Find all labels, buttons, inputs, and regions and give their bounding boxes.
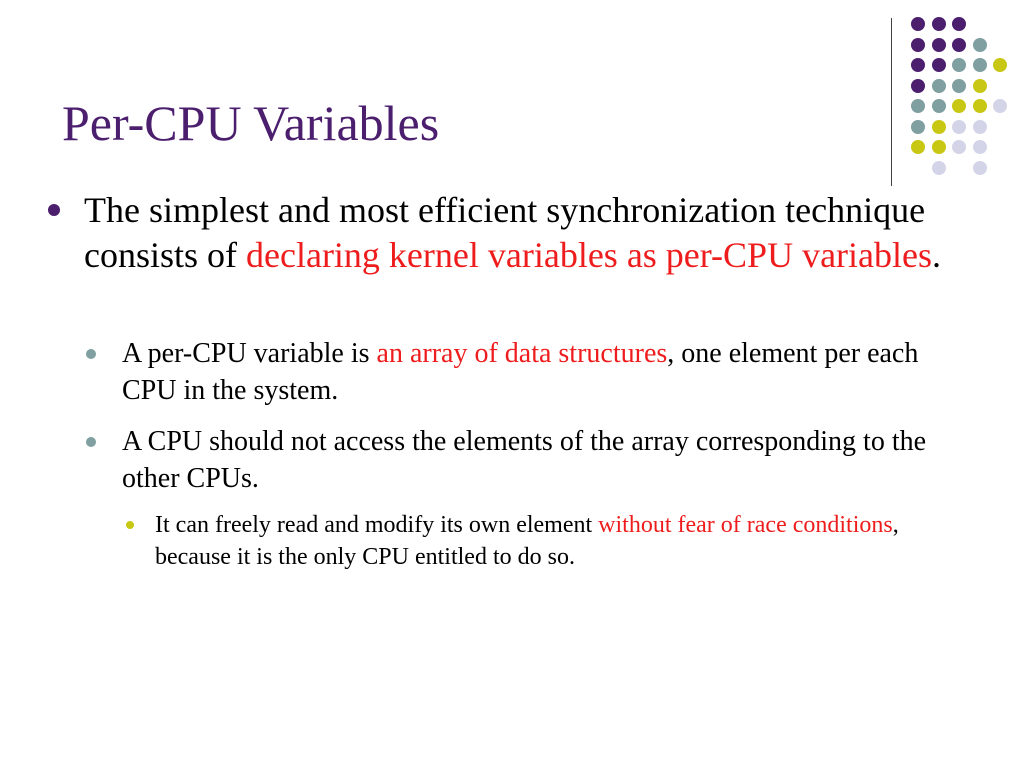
decorative-dot: [993, 58, 1007, 72]
bullet-dot-icon: [48, 204, 60, 216]
decorative-dot: [973, 99, 987, 113]
decorative-dot: [952, 38, 966, 52]
decorative-dot: [952, 17, 966, 31]
decorative-dot: [932, 38, 946, 52]
decorative-dot: [932, 79, 946, 93]
bullet2b-text: A CPU should not access the elements of the array corresponding to the other CPUs.: [122, 426, 927, 494]
bullet1-highlight: declaring kernel variables as per-CPU variables: [246, 235, 933, 275]
decorative-dot: [911, 99, 925, 113]
decorative-dot: [973, 79, 987, 93]
decorative-dot: [973, 120, 987, 134]
decorative-dot: [932, 17, 946, 31]
decorative-dot: [911, 38, 925, 52]
vertical-divider-line: [891, 18, 892, 186]
bullet-level3-text: [155, 509, 975, 573]
decorative-dot: [973, 140, 987, 154]
decorative-dot: [952, 140, 966, 154]
decorative-dot: [911, 79, 925, 93]
decorative-dot: [932, 161, 946, 175]
decorative-dot: [993, 99, 1007, 113]
decorative-dot: [911, 120, 925, 134]
bullet1-text-part1: The simplest and most efficient synchronization technique consists of: [84, 190, 926, 275]
decorative-dot: [973, 38, 987, 52]
slide-title: Per-CPU Variables: [62, 95, 440, 151]
bullet-dot-icon: [86, 437, 96, 447]
decorative-dot: [911, 17, 925, 31]
bullet-level2-text: [122, 423, 942, 497]
bullet3-text-part2: , because it is the only CPU entitled to do so.: [155, 512, 899, 570]
decorative-dot: [932, 99, 946, 113]
decorative-dot: [973, 161, 987, 175]
decorative-dot: [952, 99, 966, 113]
decorative-dot: [973, 58, 987, 72]
bullet1-text-part2: .: [932, 235, 942, 275]
decorative-dot: [911, 58, 925, 72]
bullet-dot-icon: [86, 349, 96, 359]
decorative-dot: [952, 79, 966, 93]
bullet-level1-text: [84, 188, 964, 278]
decorative-dot: [932, 120, 946, 134]
decorative-dot: [952, 120, 966, 134]
bullet2a-text-part1: A per-CPU variable is: [122, 338, 377, 369]
decorative-dot: [932, 140, 946, 154]
bullet-level2-text: [122, 335, 942, 409]
bullet2a-highlight: an array of data structures: [376, 338, 668, 369]
bullet3-text-part1: It can freely read and modify its own element: [155, 512, 599, 538]
bullet2a-text-part2: , one element per each CPU in the system.: [122, 338, 919, 406]
decorative-dot: [911, 140, 925, 154]
bullet3-highlight: without fear of race conditions: [598, 512, 893, 538]
decorative-dot: [932, 58, 946, 72]
bullet-dot-icon: [126, 521, 134, 529]
decorative-dot: [952, 58, 966, 72]
